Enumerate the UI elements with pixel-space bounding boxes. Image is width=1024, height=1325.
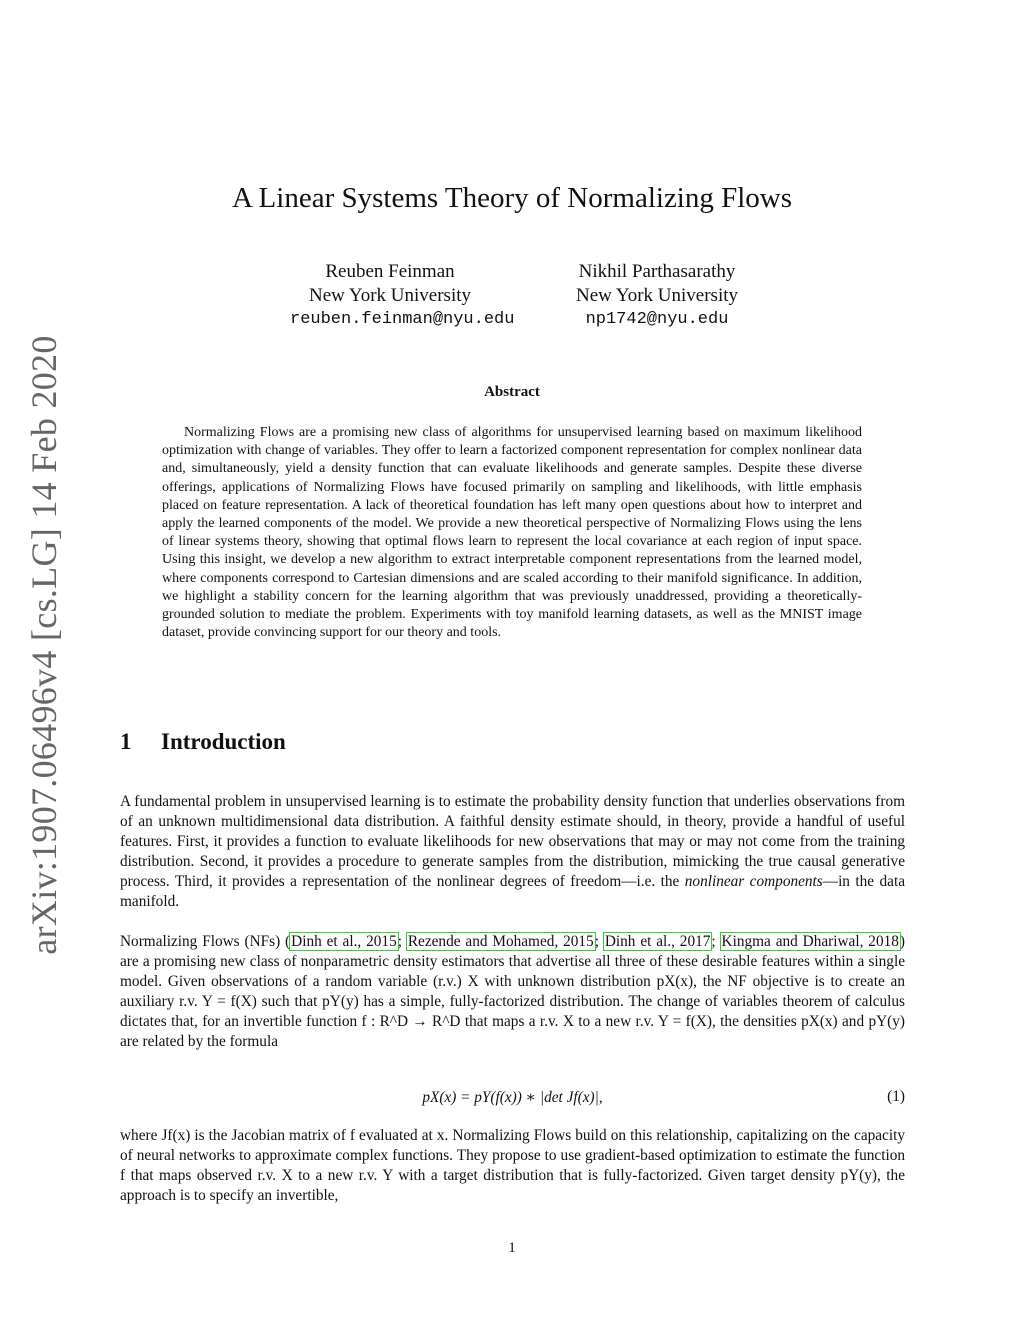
author-email: np1742@nyu.edu: [585, 310, 729, 329]
equation-1: [120, 1088, 905, 1112]
citation-separator: ;: [594, 933, 604, 950]
para-text: A fundamental problem in unsupervised learning is to estimate the probability density function that underlies observations from of an unknown multidimensional data distribution. A faithful density estimate should, in theory, provide a handful of useful features. First, it provides a function to evaluate likelihoods for new observations that may or may not come from the training distribution. Second, it provides a procedure to generate samples from the distribution, mimicking the true causal generative process. Third, it provides a representation of the nonlinear degrees of freedom—i.e. the: [120, 793, 905, 890]
equation-expression: pX(x) = pY(f(x)) ∗ |det Jf(x)|,: [422, 1089, 603, 1106]
arxiv-sidebar-stamp: arXiv:1907.06496v4 [cs.LG] 14 Feb 2020: [24, 335, 64, 955]
section-title: Introduction: [161, 729, 286, 754]
author-block-2: [547, 260, 767, 332]
author-affiliation: New York University: [575, 285, 739, 306]
section-number: 1: [120, 729, 132, 754]
abstract-heading: Abstract: [484, 384, 540, 400]
paper-title: A Linear Systems Theory of Normalizing Flows: [231, 182, 793, 214]
para-text: —in the data manifold.: [120, 873, 905, 910]
citation-separator: ;: [711, 933, 721, 950]
para-emphasis: nonlinear components: [684, 873, 823, 890]
author-affiliation: New York University: [308, 285, 472, 306]
para-text: Normalizing Flows (NFs) (: [120, 933, 291, 950]
author-name: Reuben Feinman: [325, 261, 455, 282]
intro-paragraph-1: [120, 792, 905, 912]
para-text: ) are a promising new class of nonparametric density estimators that advertise all three of these desirable features within a single model. Given observations of a random variable (r.v.) X with unknown distribution pX(x), the NF objective is to create an auxiliary r.v. Y = f(X) such that pY(y) has a simple, fully-factorized distribution. The change of variables theorem of calculus dictates that, for an invertible function f : R^D → R^D that maps a r.v. X to a new r.v. Y = f(X), the densities pX(x) and pY(y) are related by the formula: [120, 933, 906, 1050]
citation-link[interactable]: Kingma and Dhariwal, 2018: [721, 933, 899, 950]
citation-link[interactable]: Dinh et al., 2017: [604, 933, 711, 950]
citation-link[interactable]: Rezende and Mohamed, 2015: [407, 933, 594, 950]
section-heading: [120, 729, 286, 755]
author-block-1: [290, 260, 515, 332]
equation-number: (1): [887, 1088, 905, 1105]
intro-paragraph-2: [120, 932, 905, 1052]
intro-paragraph-3: where Jf(x) is the Jacobian matrix of f evaluated at x. Normalizing Flows build on this relationship, capitalizing on the capacity of neural networks to approximate complex functions. They propose to use gradient-based optimization to estimate the function f that maps observed r.v. X to a new r.v. Y with a target distribution that is fully-factorized. Given target density pY(y), the approach is to specify an invertible,: [120, 1127, 905, 1204]
page-number: 1: [508, 1240, 516, 1256]
abstract-text: Normalizing Flows are a promising new class of algorithms for unsupervised learning based on maximum likelihood optimization with change of variables. They offer to learn a factorized component representation for complex nonlinear data and, simultaneously, yield a density function that can evaluate likelihoods and generate samples. Despite these diverse offerings, applications of Normalizing Flows have focused primarily on sampling and likelihoods, with little emphasis placed on feature representation. A lack of theoretical foundation has left many open questions about how to interpret and apply the learned components of the model. We provide a new theoretical perspective of Normalizing Flows using the lens of linear systems theory, showing that optimal flows learn to represent the local covariance at each region of input space. Using this insight, we develop a new algorithm to extract interpretable component representations from the learned model, where components correspond to Cartesian dimensions and are scaled according to their manifold significance. In addition, we highlight a stability concern for the learning algorithm that was previously unaddressed, providing a theoretically-grounded solution to mediate the problem. Experiments with toy manifold learning datasets, as well as the MNIST image dataset, provide convincing support for our theory and tools.: [162, 425, 862, 641]
author-email: reuben.feinman@nyu.edu: [290, 310, 515, 329]
author-name: Nikhil Parthasarathy: [578, 261, 736, 282]
citation-link[interactable]: Dinh et al., 2015: [291, 933, 397, 950]
citation-separator: ;: [397, 933, 407, 950]
